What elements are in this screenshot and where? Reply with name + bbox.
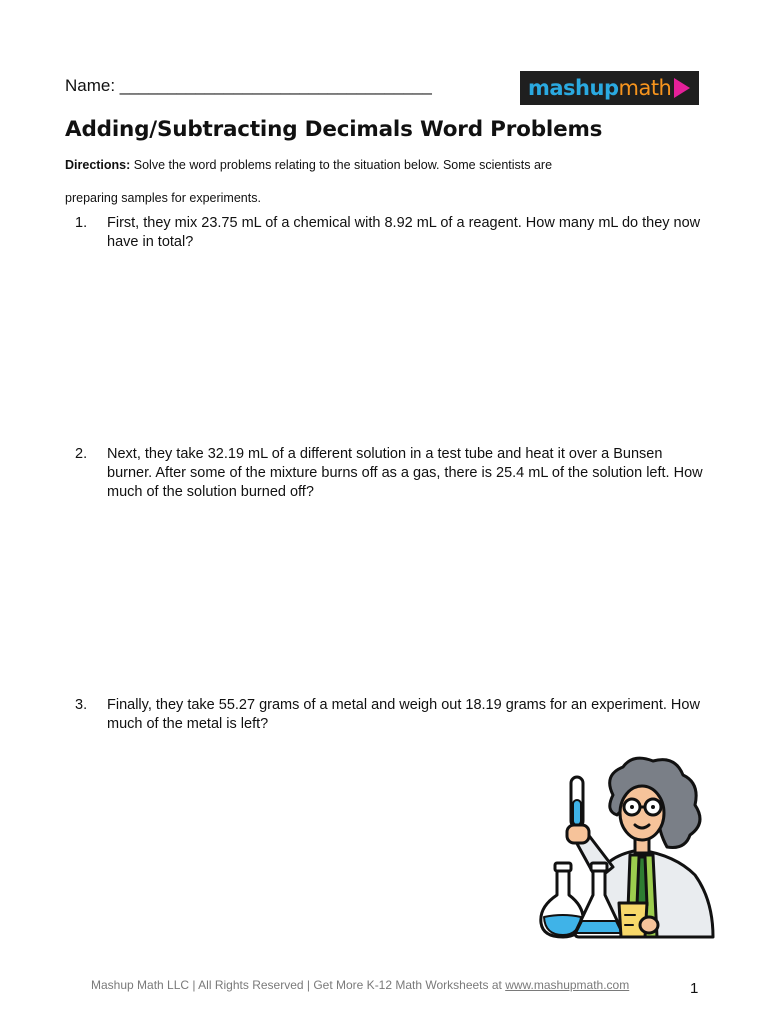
question-number: 3. — [75, 697, 88, 713]
mashup-math-logo — [520, 71, 699, 105]
directions-line-2: preparing samples for experiments. — [65, 191, 261, 205]
logo-part-math: math — [618, 75, 672, 100]
name-field-label: Name: _________________________________ — [65, 76, 432, 95]
question-text: First, they mix 23.75 mL of a chemical with 8.92 mL of a reagent. How many mL do they now have in total? — [107, 215, 701, 250]
directions-text: Solve the word problems relating to the situation below. Some scientists are — [130, 158, 553, 172]
play-triangle-icon — [674, 78, 690, 98]
logo-wordmark — [528, 75, 672, 100]
question-number: 2. — [75, 446, 88, 462]
footer-link[interactable]: www.mashupmath.com — [505, 978, 630, 992]
footer — [91, 978, 629, 992]
scientist-illustration — [535, 755, 720, 945]
worksheet-title: Adding/Subtracting Decimals Word Problems — [65, 117, 603, 142]
question-number: 1. — [75, 215, 88, 231]
page-number: 1 — [690, 980, 699, 997]
question-1 — [75, 214, 705, 252]
directions-label: Directions: — [65, 158, 131, 172]
directions-line-1 — [65, 158, 552, 172]
footer-text: Mashup Math LLC | All Rights Reserved | Get More K-12 Math Worksheets at — [91, 978, 506, 992]
question-2 — [75, 445, 705, 502]
question-3 — [75, 696, 705, 734]
question-text: Next, they take 32.19 mL of a different solution in a test tube and heat it over a Bunsen burner. After some of the mixture burns off as a gas, there is 25.4 mL of the solution left. How much of the solution burned off? — [107, 446, 703, 500]
question-text: Finally, they take 55.27 grams of a metal and weigh out 18.19 grams for an experiment. How much of the metal is left? — [107, 697, 700, 732]
logo-part-mashup: mashup — [528, 75, 619, 100]
